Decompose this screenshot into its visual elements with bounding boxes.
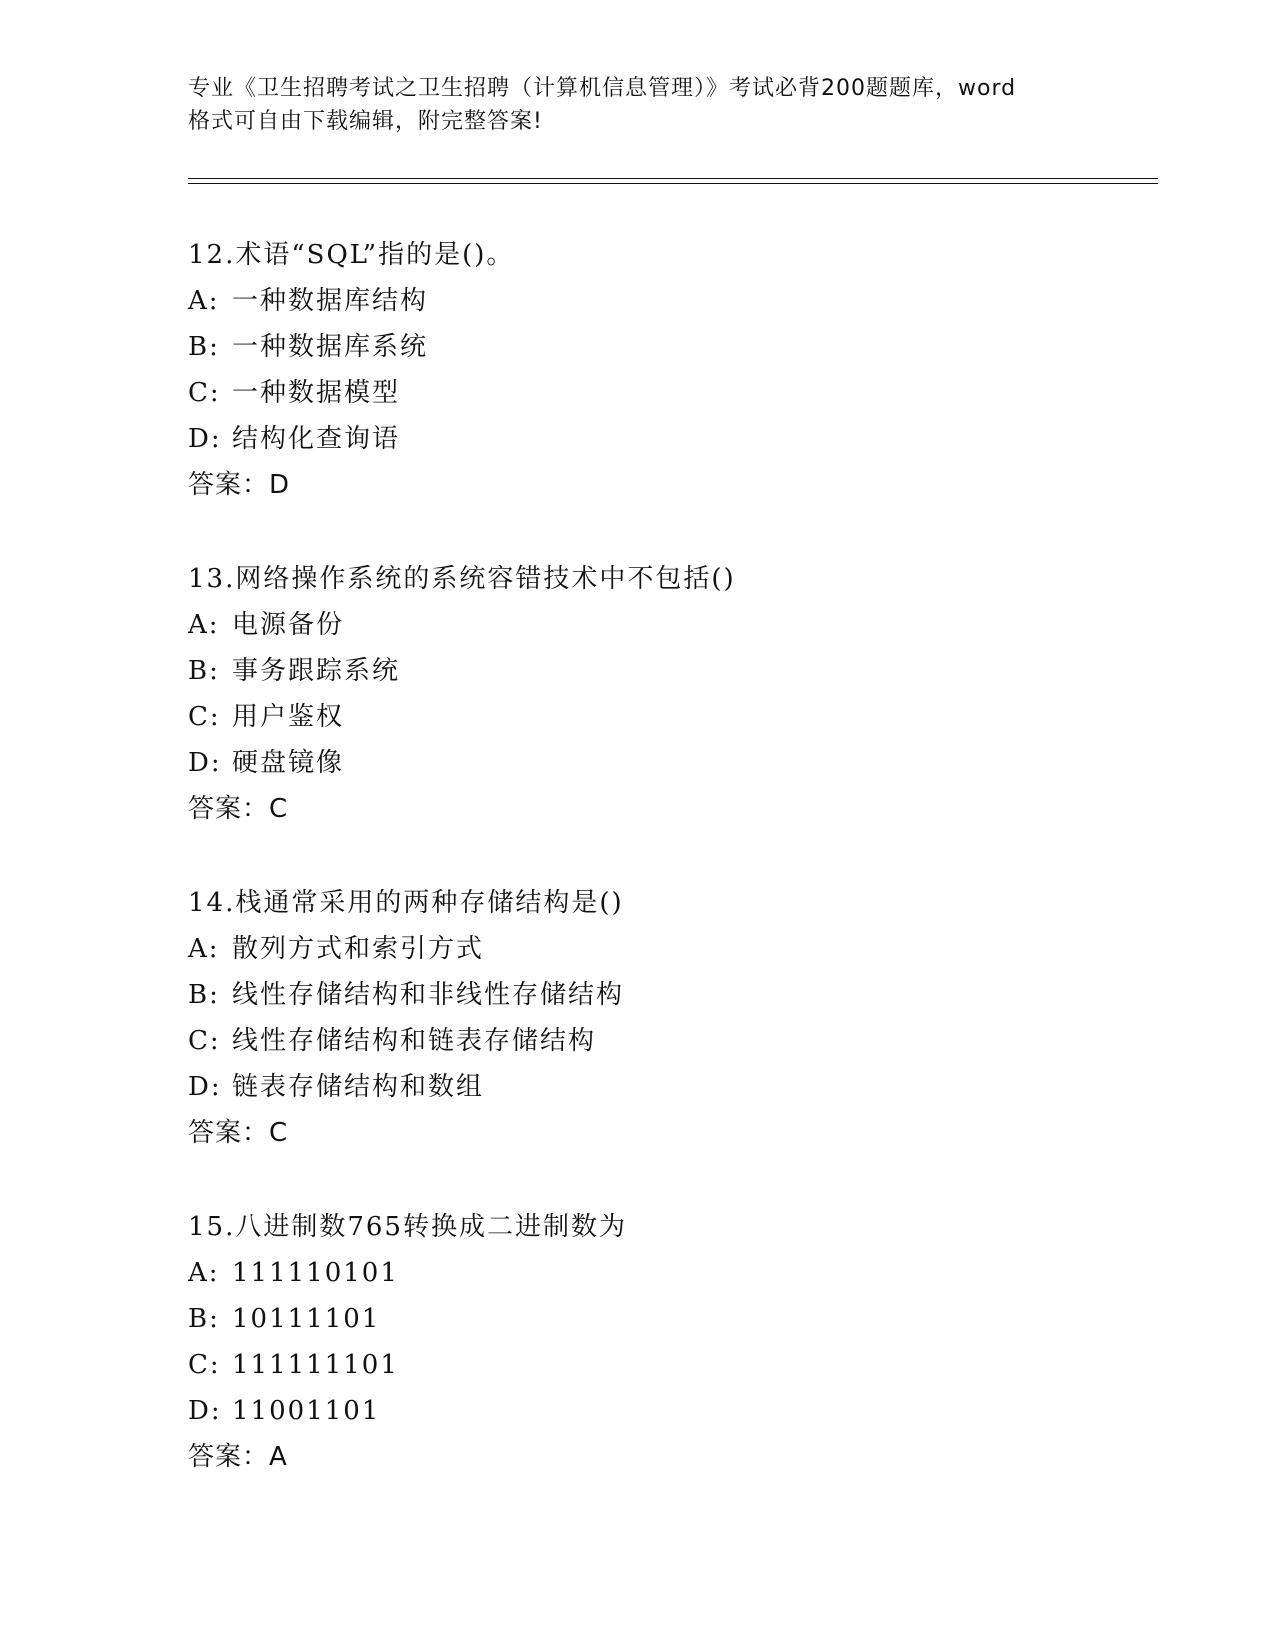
answer-line: 答案：C <box>188 1118 289 1148</box>
option-key: C: <box>188 702 221 732</box>
option-c <box>188 370 1148 416</box>
option-text: 一种数据模型 <box>232 378 401 408</box>
option-text: 用户鉴权 <box>232 702 345 732</box>
question-13 <box>188 556 1148 832</box>
option-a <box>188 602 1148 648</box>
answer-line: 答案：C <box>188 794 289 824</box>
option-text: 散列方式和索引方式 <box>232 934 485 964</box>
option-key: A: <box>188 934 220 964</box>
option-text: 电源备份 <box>232 610 345 640</box>
option-b <box>188 648 1148 694</box>
option-key: C: <box>188 1350 221 1380</box>
option-text: 一种数据库系统 <box>232 332 429 362</box>
option-key: D: <box>188 748 222 778</box>
option-a <box>188 1250 1148 1296</box>
option-text: 111110101 <box>232 1258 399 1288</box>
question-12 <box>188 232 1148 508</box>
option-text: 线性存储结构和非线性存储结构 <box>232 980 625 1010</box>
option-text: 事务跟踪系统 <box>232 656 401 686</box>
option-key: A: <box>188 1258 220 1288</box>
question-stem: 14.栈通常采用的两种存储结构是() <box>188 888 624 918</box>
option-key: B: <box>188 656 220 686</box>
option-d <box>188 740 1148 786</box>
option-b <box>188 1296 1148 1342</box>
option-c <box>188 694 1148 740</box>
option-d <box>188 1064 1148 1110</box>
option-d <box>188 416 1148 462</box>
option-key: B: <box>188 980 220 1010</box>
option-key: A: <box>188 610 220 640</box>
option-a <box>188 926 1148 972</box>
option-text: 10111101 <box>232 1304 381 1334</box>
option-d <box>188 1388 1148 1434</box>
option-key: D: <box>188 424 222 454</box>
document-header <box>188 72 1088 138</box>
header-line-2: 格式可自由下载编辑，附完整答案! <box>188 109 543 134</box>
option-text: 111111101 <box>232 1350 399 1380</box>
question-15 <box>188 1204 1148 1480</box>
option-text: 线性存储结构和链表存储结构 <box>232 1026 597 1056</box>
option-key: B: <box>188 332 220 362</box>
option-key: B: <box>188 1304 220 1334</box>
option-text: 链表存储结构和数组 <box>232 1072 485 1102</box>
option-b <box>188 972 1148 1018</box>
option-c <box>188 1342 1148 1388</box>
header-line-1: 专业《卫生招聘考试之卫生招聘（计算机信息管理）》考试必背200题题库，word <box>188 76 1017 101</box>
option-key: C: <box>188 378 221 408</box>
option-key: C: <box>188 1026 221 1056</box>
option-a <box>188 278 1148 324</box>
option-key: D: <box>188 1072 222 1102</box>
answer-line: 答案：A <box>188 1442 288 1472</box>
option-key: D: <box>188 1396 222 1426</box>
option-b <box>188 324 1148 370</box>
option-text: 结构化查询语 <box>232 424 401 454</box>
option-text: 11001101 <box>232 1396 381 1426</box>
option-text: 硬盘镜像 <box>232 748 345 778</box>
header-divider-top <box>188 178 1158 179</box>
question-stem: 13.网络操作系统的系统容错技术中不包括() <box>188 564 736 594</box>
answer-line: 答案：D <box>188 470 291 500</box>
option-text: 一种数据库结构 <box>232 286 429 316</box>
option-key: A: <box>188 286 220 316</box>
question-stem: 12.术语“SQL”指的是()。 <box>188 240 515 270</box>
header-divider-bottom <box>188 183 1158 184</box>
question-14 <box>188 880 1148 1156</box>
question-list <box>188 232 1148 1528</box>
option-c <box>188 1018 1148 1064</box>
question-stem: 15.八进制数765转换成二进制数为 <box>188 1212 627 1242</box>
